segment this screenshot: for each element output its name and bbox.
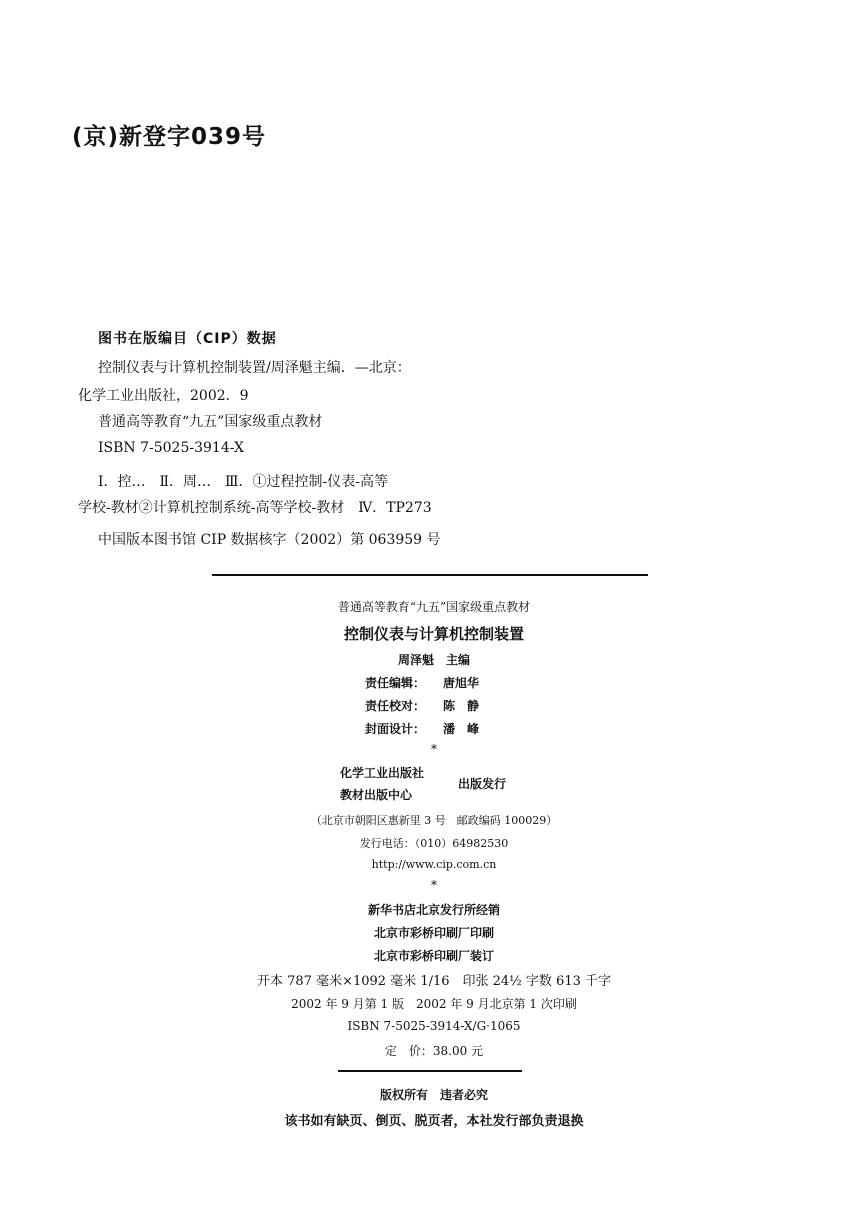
publisher-center: 教材出版中心: [340, 788, 413, 802]
cip-line-verification: 中国版本图书馆 CIP 数据核字（2002）第 063959 号: [98, 532, 441, 548]
cip-line-title: 控制仪表与计算机控制装置/周泽魁主编．—北京：: [98, 360, 411, 376]
registration-number: (京)新登字039号: [72, 124, 267, 150]
rights-notice: 版权所有 违者必究: [379, 1088, 488, 1102]
divider-top: [212, 574, 648, 576]
publisher-url: http://www.cip.com.cn: [371, 858, 497, 871]
separator-star: *: [431, 878, 437, 892]
isbn-line: ISBN 7-5025-3914-X/G·1065: [347, 1019, 521, 1033]
editor-line: 周泽魁 主编: [397, 653, 470, 667]
cip-heading: 图书在版编目（CIP）数据: [98, 331, 277, 347]
book-title: 控制仪表与计算机控制装置: [343, 625, 524, 643]
distributor-line: 新华书店北京发行所经销: [367, 903, 500, 917]
printer-line: 北京市彩桥印刷厂印刷: [373, 926, 494, 940]
returns-notice: 该书如有缺页、倒页、脱页者，本社发行部负责退换: [284, 1114, 584, 1129]
credit-label: 责任编辑：: [365, 676, 426, 690]
cip-line-isbn: ISBN 7-5025-3914-X: [98, 440, 244, 456]
publisher-names: [340, 762, 424, 806]
divider-bottom: [338, 1070, 522, 1072]
publisher-address: （北京市朝阳区惠新里 3 号 邮政编码 100029）: [310, 814, 558, 827]
publish-role: 出版发行: [458, 777, 507, 791]
cip-line-subjects: Ⅰ．控… Ⅱ．周… Ⅲ．①过程控制-仪表-高等: [98, 474, 389, 490]
cip-line-series: 普通高等教育“九五”国家级重点教材: [98, 414, 323, 430]
publisher-block: [340, 762, 507, 806]
format-line: 开本 787 毫米×1092 毫米 1/16 印张 24½ 字数 613 千字: [257, 974, 611, 989]
credit-name: 陈 静: [443, 699, 480, 713]
edition-line: 2002 年 9 月第 1 版 2002 年 9 月北京第 1 次印刷: [291, 997, 577, 1011]
cip-line-publisher: 化学工业出版社，2002．9: [78, 388, 249, 404]
publisher-name: 化学工业出版社: [340, 766, 425, 780]
credit-name: 唐旭华: [443, 676, 480, 690]
credit-label: 封面设计：: [365, 722, 426, 736]
series-line: 普通高等教育“九五”国家级重点教材: [337, 600, 531, 614]
credit-cover-design: [365, 720, 479, 737]
credit-proofreader: [365, 697, 479, 714]
publisher-phone: 发行电话：（010）64982530: [359, 837, 509, 850]
credit-name: 潘 峰: [443, 722, 480, 736]
credit-label: 责任校对：: [365, 699, 426, 713]
cip-line-subjects-cont: 学校-教材②计算机控制系统-高等学校-教材 Ⅳ．TP273: [78, 500, 432, 516]
price-line: 定 价：38.00 元: [384, 1044, 484, 1058]
separator-star: *: [431, 742, 437, 756]
credit-editor: [365, 674, 479, 691]
binder-line: 北京市彩桥印刷厂装订: [373, 949, 494, 963]
